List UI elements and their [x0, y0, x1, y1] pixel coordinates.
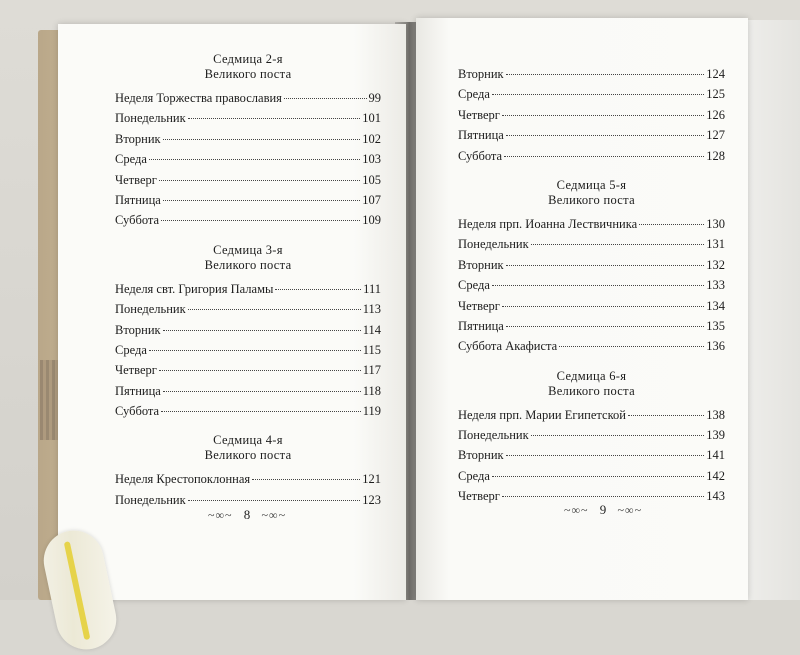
toc-page-number: 123 [362, 492, 381, 507]
dot-leader [531, 435, 705, 436]
page-stack-edge [744, 20, 800, 600]
toc-page-number: 131 [706, 237, 725, 252]
right-page-contents [458, 64, 725, 507]
toc-entry [115, 320, 381, 340]
toc-page-number: 103 [362, 152, 381, 167]
toc-entry [458, 105, 725, 125]
toc-page-number: 105 [362, 172, 381, 187]
toc-entry [458, 425, 725, 445]
toc-label: Суббота [115, 404, 160, 419]
toc-page-number: 124 [706, 67, 725, 81]
toc-entry [458, 234, 725, 254]
dot-leader [639, 224, 704, 225]
toc-label: Среда [115, 342, 147, 357]
heading-line-1: Седмица 2-я [213, 52, 283, 66]
heading-line-2: Великого поста [204, 448, 292, 463]
toc-entry [458, 316, 725, 336]
toc-page-number: 132 [706, 257, 725, 272]
toc-page-number: 118 [362, 383, 381, 398]
dot-leader [506, 455, 705, 456]
toc-page-number: 143 [706, 489, 725, 504]
toc-label: Четверг [115, 363, 157, 378]
toc-label: Вторник [458, 448, 504, 463]
toc-label: Пятница [115, 192, 161, 207]
toc-label: Понедельник [115, 302, 186, 317]
toc-entry [458, 146, 725, 166]
folio-number: 9 [599, 502, 607, 517]
toc-label: Неделя Торжества православия [115, 91, 282, 105]
heading-line-1: Седмица 5-я [556, 177, 627, 192]
toc-entry [115, 190, 381, 210]
toc-entry [115, 469, 381, 489]
toc-label: Среда [458, 468, 490, 483]
toc-page-number: 134 [706, 298, 725, 313]
heading-line-2: Великого поста [548, 192, 635, 207]
toc-entry [115, 360, 381, 380]
toc-page-number: 117 [362, 363, 381, 378]
ornament-icon: ~∞~ [617, 503, 643, 517]
dot-leader [531, 244, 705, 245]
toc-label: Неделя прп. Марии Египетской [458, 407, 626, 422]
toc-label: Среда [458, 278, 490, 293]
dot-leader [252, 479, 360, 480]
toc-page-number: 127 [706, 128, 725, 143]
toc-page-number: 141 [706, 448, 725, 463]
dot-leader [502, 115, 704, 116]
dot-leader [502, 306, 704, 307]
dot-leader [159, 180, 360, 181]
toc-label: Неделя прп. Иоанна Лествичника [458, 216, 638, 231]
toc-label: Пятница [458, 128, 504, 143]
dot-leader [188, 309, 361, 310]
toc-label: Четверг [458, 298, 500, 313]
toc-label: Неделя Крестопоклонная [115, 472, 251, 487]
toc-entry [458, 336, 725, 356]
toc-entry [115, 149, 381, 169]
toc-entry [458, 84, 725, 104]
page-number-footer [208, 507, 286, 523]
toc-entry [458, 125, 725, 145]
dot-leader [492, 285, 704, 286]
heading-line-1: Седмица 6-я [556, 368, 627, 383]
folio-number: 8 [243, 507, 251, 522]
toc-entry [115, 210, 381, 230]
ornament-icon: ~∞~ [564, 503, 589, 517]
dot-leader [506, 74, 705, 75]
dot-leader [284, 98, 367, 99]
section-heading [458, 178, 725, 208]
toc-page-number: 135 [706, 318, 725, 333]
dot-leader [275, 289, 361, 290]
dot-leader [149, 159, 360, 160]
toc-page-number: 130 [706, 216, 725, 231]
dot-leader [163, 391, 361, 392]
toc-entry [115, 381, 381, 401]
dot-leader [161, 411, 361, 412]
toc-entry [115, 170, 381, 190]
toc-entry [458, 405, 725, 425]
toc-label: Понедельник [115, 111, 186, 126]
heading-line-2: Великого поста [548, 383, 635, 398]
dot-leader [506, 265, 705, 266]
toc-entry [458, 214, 725, 234]
toc-page-number: 113 [362, 302, 381, 317]
toc-label: Вторник [115, 322, 161, 337]
toc-page-number: 128 [706, 148, 725, 163]
toc-page-number: 107 [362, 192, 381, 207]
toc-page-number: 99 [368, 91, 381, 105]
toc-entry [458, 296, 725, 316]
toc-label: Четверг [458, 489, 500, 504]
toc-entry [115, 299, 381, 319]
toc-entry [458, 466, 725, 486]
dot-leader [188, 500, 361, 501]
section-heading [458, 369, 725, 399]
toc-page-number: 111 [363, 281, 381, 296]
heading-line-2: Великого поста [204, 67, 292, 81]
dot-leader [504, 156, 704, 157]
toc-label: Понедельник [115, 492, 186, 507]
dot-leader [161, 220, 360, 221]
toc-entry [458, 275, 725, 295]
dot-leader [492, 94, 704, 95]
toc-label: Среда [458, 87, 490, 102]
toc-label: Пятница [458, 318, 504, 333]
toc-page-number: 142 [706, 468, 725, 483]
toc-label: Пятница [115, 383, 161, 398]
left-page-contents [115, 52, 381, 510]
toc-entry [115, 108, 381, 128]
toc-entry [115, 88, 381, 108]
heading-line-1: Седмица 3-я [213, 242, 283, 257]
toc-entry [458, 64, 725, 84]
ornament-icon: ~∞~ [261, 508, 287, 522]
toc-entry [115, 340, 381, 360]
toc-page-number: 139 [706, 428, 725, 443]
section-heading [115, 243, 381, 273]
toc-label: Вторник [458, 67, 504, 81]
toc-page-number: 126 [706, 107, 725, 122]
toc-entry [115, 129, 381, 149]
toc-entry [115, 279, 381, 299]
toc-label: Суббота Акафиста [458, 339, 558, 354]
toc-page-number: 119 [362, 404, 381, 419]
toc-label: Суббота [115, 213, 160, 228]
toc-label: Четверг [115, 172, 157, 187]
page-number-footer [564, 502, 642, 518]
toc-label: Понедельник [458, 428, 529, 443]
toc-label: Суббота [458, 148, 503, 163]
dot-leader [502, 496, 704, 497]
toc-label: Понедельник [458, 237, 529, 252]
dot-leader [188, 118, 361, 119]
toc-label: Вторник [458, 257, 504, 272]
dot-leader [163, 139, 361, 140]
toc-entry [115, 401, 381, 421]
toc-label: Неделя свт. Григория Паламы [115, 281, 274, 296]
dot-leader [559, 346, 704, 347]
toc-page-number: 101 [362, 111, 381, 126]
toc-label: Среда [115, 152, 147, 167]
toc-label: Вторник [115, 131, 161, 146]
section-heading [115, 52, 381, 82]
toc-page-number: 121 [362, 472, 381, 487]
dot-leader [159, 370, 361, 371]
toc-page-number: 109 [362, 213, 381, 228]
dot-leader [163, 330, 361, 331]
toc-entry [458, 445, 725, 465]
toc-page-number: 115 [362, 342, 381, 357]
section-heading [115, 433, 381, 463]
dot-leader [492, 476, 704, 477]
toc-page-number: 133 [706, 278, 725, 293]
toc-page-number: 114 [362, 322, 381, 337]
toc-page-number: 138 [706, 407, 725, 422]
ornament-icon: ~∞~ [208, 508, 233, 522]
dot-leader [506, 326, 704, 327]
toc-label: Четверг [458, 107, 500, 122]
dot-leader [149, 350, 361, 351]
toc-entry [458, 255, 725, 275]
toc-page-number: 125 [706, 87, 725, 102]
heading-line-1: Седмица 4-я [213, 433, 283, 448]
toc-page-number: 136 [706, 339, 725, 354]
dot-leader [628, 415, 704, 416]
dot-leader [506, 135, 704, 136]
dot-leader [163, 200, 360, 201]
toc-page-number: 102 [362, 131, 381, 146]
heading-line-2: Великого поста [204, 257, 292, 272]
